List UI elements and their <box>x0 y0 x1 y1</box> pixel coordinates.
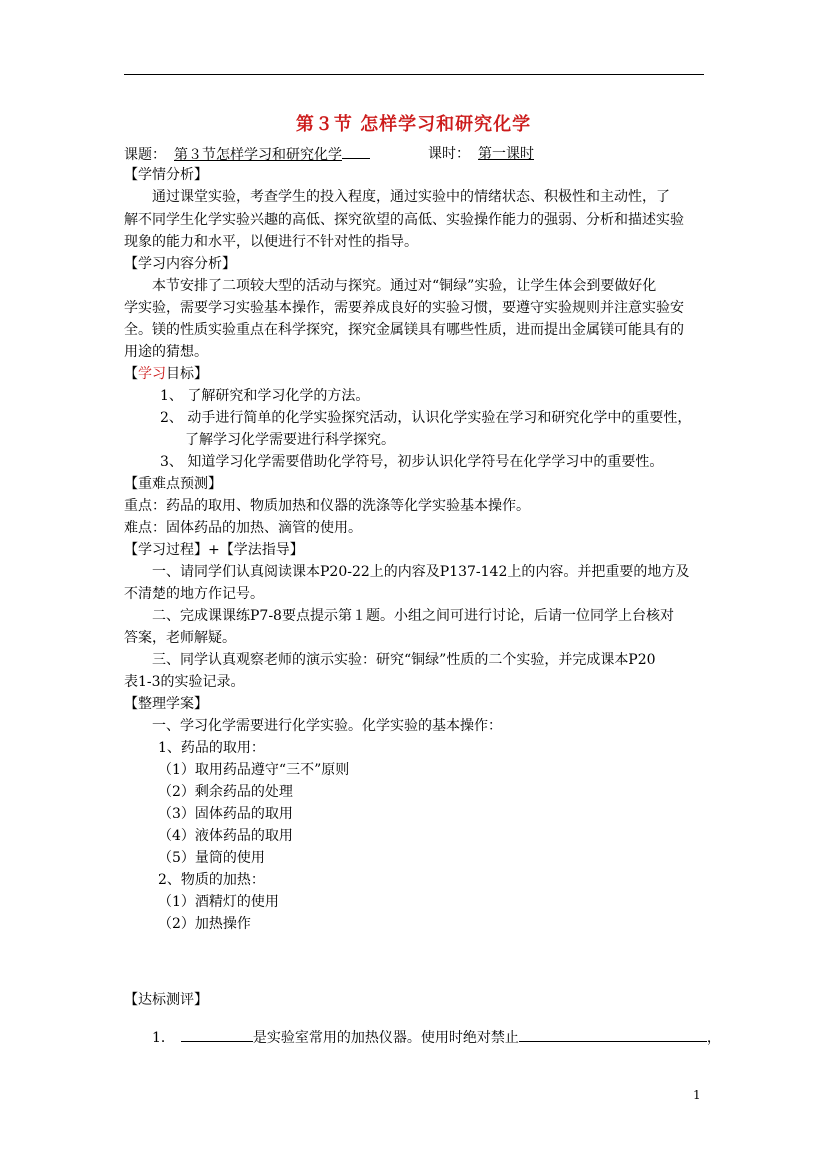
organize-line: （4）液体药品的取用 <box>158 828 293 844</box>
content-analysis-line: 用途的猜想。 <box>124 344 208 360</box>
section-heading-key-points: 【重难点预测】 <box>124 476 222 492</box>
course-label: 课题： <box>124 147 166 163</box>
student-analysis-line: 现象的能力和水平，以便进行不针对性的指导。 <box>124 234 418 250</box>
course-line <box>124 144 370 166</box>
process-line: 答案，老师解疑。 <box>124 630 236 646</box>
section-heading-assessment: 【达标测评】 <box>124 992 208 1008</box>
organize-line: （1）酒精灯的使用 <box>158 894 279 910</box>
process-line: 三、同学认真观察老师的演示实验：研究“铜绿”性质的二个实验，并完成课本P20 <box>152 652 656 668</box>
section-heading-objectives <box>124 364 208 385</box>
question-1 <box>152 1026 721 1049</box>
question-number: 1． <box>152 1030 175 1046</box>
process-line: 不清楚的地方作记号。 <box>124 586 264 602</box>
objective-item: 3、 知道学习化学需要借助化学符号，初步认识化学符号在化学学习中的重要性。 <box>160 454 664 470</box>
course-underline-tail <box>342 144 370 159</box>
time-label: 课时： <box>428 146 470 162</box>
section-heading-content-analysis: 【学习内容分析】 <box>124 256 236 272</box>
heading-rest: 目标】 <box>166 366 208 382</box>
difficult-point-line: 难点：固体药品的加热、滴管的使用。 <box>124 520 362 536</box>
page-title: 第３节 怎样学习和研究化学 <box>295 114 532 135</box>
student-analysis-line: 通过课堂实验，考查学生的投入程度，通过实验中的情绪状态、积极性和主动性，了 <box>152 189 670 205</box>
content-analysis-line: 学实验，需要学习实验基本操作，需要养成良好的实验习惯，要遵守实验规则并注意实验安 <box>124 300 684 316</box>
time-line <box>428 144 534 165</box>
student-analysis-line: 解不同学生化学实验兴趣的高低、探究欲望的高低、实验操作能力的强弱、分析和描述实验 <box>124 212 684 228</box>
content-analysis-line: 本节安排了二项较大型的活动与探究。通过对“铜绿”实验，让学生体会到要做好化 <box>152 278 657 294</box>
question-end: ， <box>706 1030 721 1046</box>
objective-item-continued: 了解学习化学需要进行科学探究。 <box>185 432 395 448</box>
organize-line: （3）固体药品的取用 <box>158 806 293 822</box>
answer-blank[interactable] <box>181 1026 253 1042</box>
organize-line: 2、物质的加热： <box>158 872 265 888</box>
header-rule <box>124 74 704 75</box>
time-value: 第一课时 <box>478 146 534 162</box>
question-text: 是实验室常用的加热仪器。使用时绝对禁止 <box>252 1030 519 1046</box>
section-heading-student-analysis: 【学情分析】 <box>124 167 208 183</box>
process-line: 表1-3的实验记录。 <box>124 674 245 690</box>
heading-highlight: 学习 <box>138 366 166 382</box>
section-heading-organize: 【整理学案】 <box>124 696 208 712</box>
organize-line: （1）取用药品遵守“三不”原则 <box>158 762 350 778</box>
content-analysis-line: 全。镁的性质实验重点在科学探究，探究金属镁具有哪些性质，进而提出金属镁可能具有的 <box>124 322 684 338</box>
heading-bracket: 【 <box>124 366 138 382</box>
organize-line: （5）量筒的使用 <box>158 850 265 866</box>
section-heading-learning-process: 【学习过程】+【学法指导】 <box>124 542 304 558</box>
process-line: 一、请同学们认真阅读课本P20-22上的内容及P137-142上的内容。并把重要的地方及 <box>152 564 690 580</box>
course-value: 第３节怎样学习和研究化学 <box>174 147 342 163</box>
answer-blank[interactable] <box>519 1026 707 1042</box>
objective-item: 2、 动手进行简单的化学实验探究活动，认识化学实验在学习和研究化学中的重要性， <box>160 410 692 426</box>
process-line: 二、完成课课练P7-8要点提示第１题。小组之间可进行讨论，后请一位同学上台核对 <box>152 608 674 624</box>
organize-line: （2）加热操作 <box>158 916 251 932</box>
organize-line: 1、药品的取用： <box>158 740 265 756</box>
page-number: 1 <box>693 1088 701 1102</box>
organize-line: （2）剩余药品的处理 <box>158 784 293 800</box>
objective-item: 1、 了解研究和学习化学的方法。 <box>160 388 370 404</box>
organize-line: 一、学习化学需要进行化学实验。化学实验的基本操作： <box>152 718 502 734</box>
key-point-line: 重点：药品的取用、物质加热和仪器的洗涤等化学实验基本操作。 <box>124 498 530 514</box>
